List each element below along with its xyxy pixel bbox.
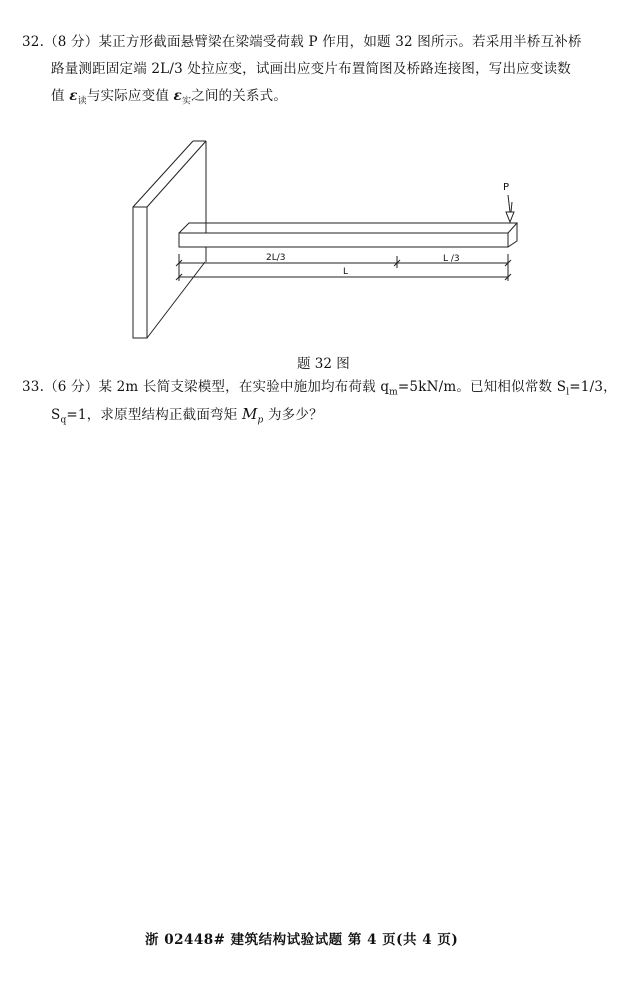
text: 值 bbox=[51, 88, 65, 104]
text: =1，求原型结构正截面弯矩 bbox=[66, 407, 238, 423]
dim-2l3-label: 2L/3 bbox=[266, 253, 286, 263]
subscript-l: l bbox=[566, 387, 570, 398]
subscript-real: 实 bbox=[181, 96, 192, 107]
dim-l3-label: L /3 bbox=[443, 254, 460, 264]
text: 之间的关系式。 bbox=[191, 88, 288, 104]
text: 与实际应变值 bbox=[86, 88, 170, 104]
subscript-q: q bbox=[60, 415, 67, 426]
subscript-read: 读 bbox=[77, 96, 87, 107]
text: =5kN/m。已知相似常数 S bbox=[397, 379, 567, 395]
load-label: P bbox=[503, 182, 510, 193]
page-footer: 浙 02448# 建筑结构试验试题 第 4 页(共 4 页) bbox=[145, 932, 459, 948]
q32-line1: 32.（8 分）某正方形截面悬臂梁在梁端受荷载 P 作用，如题 32 图所示。若采用半桥互补桥 bbox=[22, 34, 582, 50]
moment-symbol: M bbox=[241, 405, 258, 423]
q32-line2: 路量测距固定端 2L/3 处拉应变，试画出应变片布置简图及桥路连接图，写出应变读数 bbox=[51, 61, 571, 77]
epsilon-symbol: ε bbox=[173, 88, 182, 104]
q33-line1 bbox=[22, 375, 617, 398]
subscript-m: m bbox=[389, 387, 398, 398]
text: 为多少？ bbox=[267, 407, 323, 423]
text: =1/3， bbox=[569, 379, 617, 395]
beam bbox=[179, 223, 517, 247]
text: S bbox=[51, 407, 61, 423]
text: 33.（6 分）某 2m 长简支梁模型，在实验中施加均布荷载 q bbox=[22, 379, 390, 395]
subscript-p: p bbox=[257, 415, 264, 426]
epsilon-symbol: ε bbox=[69, 88, 78, 104]
figure-caption: 题 32 图 bbox=[297, 356, 350, 372]
load-arrow bbox=[506, 195, 514, 222]
q33-line2 bbox=[51, 403, 323, 426]
dim-l-label: L bbox=[343, 267, 349, 277]
